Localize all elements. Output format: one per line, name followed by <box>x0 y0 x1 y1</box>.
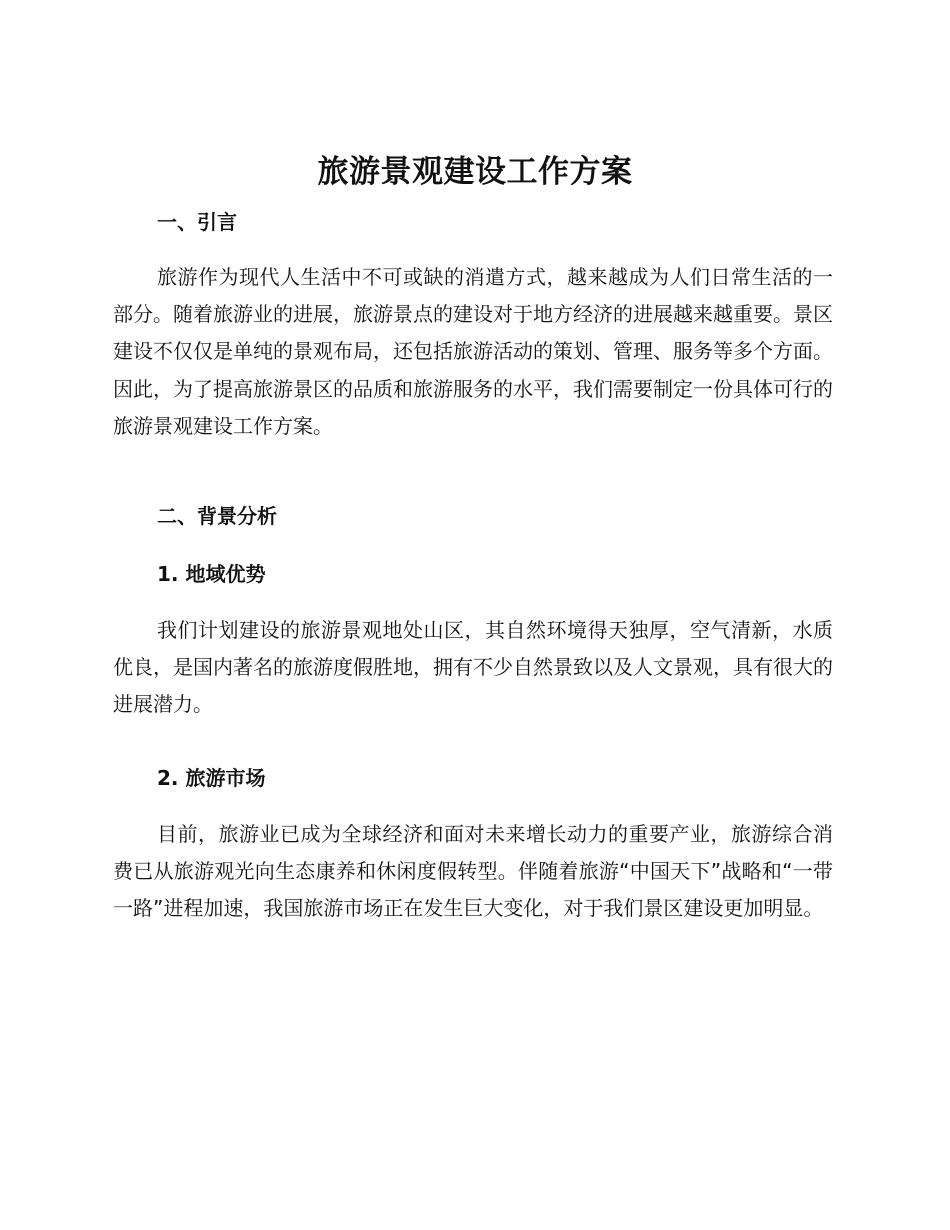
paragraph-tourism-market: 目前，旅游业已成为全球经济和面对未来增长动力的重要产业，旅游综合消费已从旅游观光向生态康养和休闲度假转型。伴随着旅游“中国天下”战略和“一带一路”进程加速，我国旅游市场正在发生巨大变化，对于我们景区建设更加明显。 <box>113 822 833 921</box>
paragraph-introduction: 旅游作为现代人生活中不可或缺的消遣方式，越来越成为人们日常生活的一部分。随着旅游业的进展，旅游景点的建设对于地方经济的进展越来越重要。景区建设不仅仅是单纯的景观布局，还包括旅游活动的策划、管理、服务等多个方面。因此，为了提高旅游景区的品质和旅游服务的水平，我们需要制定一份具体可行的旅游景观建设工作方案。 <box>113 265 833 438</box>
section-heading-introduction: 一、引言 <box>157 210 237 234</box>
section-heading-background-analysis: 二、背景分析 <box>157 504 277 528</box>
paragraph-regional-advantage: 我们计划建设的旅游景观地处山区，其自然环境得天独厚，空气清新，水质优良，是国内著名的旅游度假胜地，拥有不少自然景致以及人文景观，具有很大的进展潜力。 <box>113 618 833 717</box>
subsection-heading-tourism-market: 2. 旅游市场 <box>157 766 266 790</box>
subsection-heading-regional-advantage: 1. 地域优势 <box>157 562 266 586</box>
document-title: 旅游景观建设工作方案 <box>317 154 633 190</box>
